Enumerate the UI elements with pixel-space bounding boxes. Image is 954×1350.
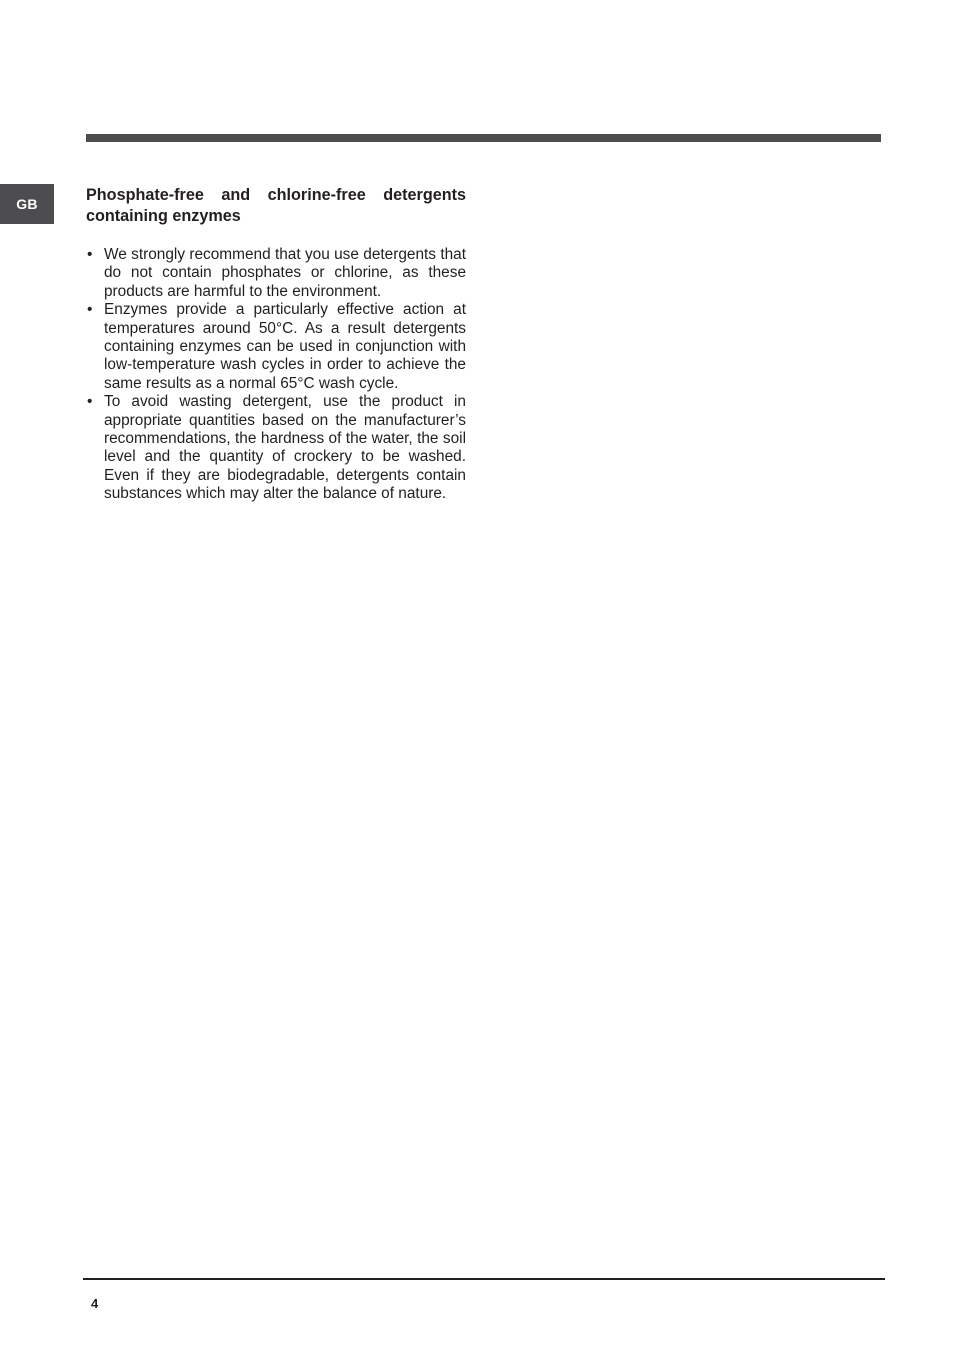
bullet-text: To avoid wasting detergent, use the product in appropriate quantities based on the manufacturer’s recommendations, the hardness of the water, the soil level and the quantity of crockery to be washed. Even if they are biodegradable, detergents contain substances which may alter the balance of nature. bbox=[104, 393, 466, 503]
language-tab-label: GB bbox=[16, 196, 38, 212]
bullet-glyph: • bbox=[87, 393, 93, 411]
bullet-glyph: • bbox=[87, 301, 93, 319]
bullet-item-quantities bbox=[86, 393, 466, 503]
bullet-item-enzymes bbox=[86, 301, 466, 393]
header-rule bbox=[86, 134, 881, 142]
footer-rule bbox=[83, 1278, 885, 1280]
language-tab bbox=[0, 184, 54, 224]
bullet-glyph: • bbox=[87, 246, 93, 263]
bullet-item-phosphates bbox=[86, 246, 466, 301]
bullet-text: Enzymes provide a particularly effective action at temperatures around 50°C. As a result detergents containing enzymes can be used in conjunction with low-temperature wash cycles in order to achieve the same results as a normal 65°C wash cycle. bbox=[104, 301, 466, 392]
page-number: 4 bbox=[91, 1296, 99, 1311]
main-content bbox=[86, 185, 466, 504]
bullet-text: We strongly recommend that you use detergents that do not contain phosphates or chlorine, as these products are harmful to the environment. bbox=[104, 246, 466, 300]
section-title: Phosphate-free and chlorine-free detergents containing enzymes bbox=[86, 186, 466, 225]
bullet-list bbox=[86, 246, 466, 504]
